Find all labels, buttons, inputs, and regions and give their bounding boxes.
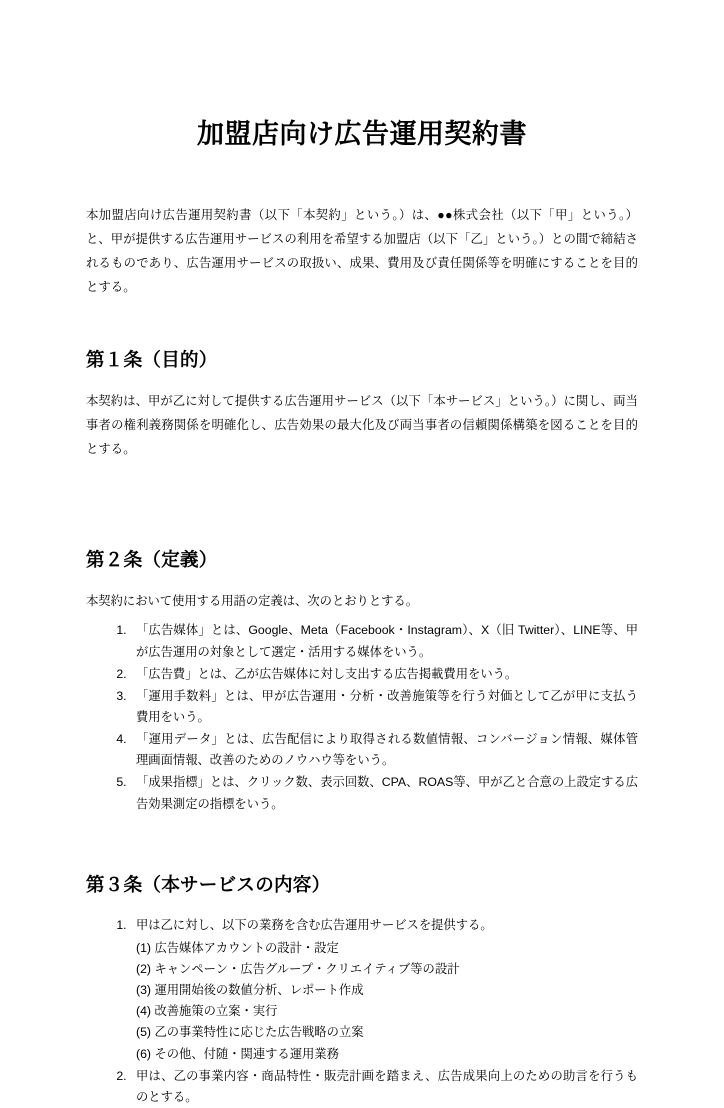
section-article-1 <box>86 346 638 462</box>
section-heading-article-3: 第３条（本サービスの内容） <box>86 873 331 895</box>
list-item: 5. 「成果指標」とは、クリック数、表示回数、CPA、ROAS等、甲が乙と合意の上設定する広告効果測定の指標をいう。 <box>130 772 638 814</box>
service-content-list <box>86 915 638 1108</box>
page-title: 加盟店向け広告運用契約書 <box>197 119 527 149</box>
list-item: 2. 「広告費」とは、乙が広告媒体に対し支出する広告掲載費用をいう。 <box>130 664 638 685</box>
section-article-3 <box>86 871 638 1108</box>
section-heading-article-1: 第１条（目的） <box>86 349 218 371</box>
sub-line: (5) 乙の事業特性に応じた広告戦略の立案 <box>136 1025 364 1040</box>
sub-line: (4) 改善施策の立案・実行 <box>136 1004 278 1019</box>
list-item-text: 甲は乙に対し、以下の業務を含む広告運用サービスを提供する。 <box>136 917 493 932</box>
list-item-text: 甲は、乙の事業内容・商品特性・販売計画を踏まえ、広告成果向上のための助言を行うものとする。 <box>136 1068 638 1104</box>
sub-line: (3) 運用開始後の数値分析、レポート作成 <box>136 983 364 998</box>
sub-line: (2) キャンペーン・広告グループ・クリエイティブ等の設計 <box>136 961 460 976</box>
list-item: 3. 「運用手数料」とは、甲が広告運用・分析・改善施策等を行う対価として乙が甲に支払う費用をいう。 <box>130 686 638 728</box>
sub-line: (1) 広告媒体アカウントの設計・設定 <box>136 940 339 955</box>
section-body-article-1: 本契約は、甲が乙に対して提供する広告運用サービス（以下「本サービス」という。）に関し、両当事者の権利義務関係を明確化し、広告効果の最大化及び両当事者の信頼関係構築を図ることを目的とする。 <box>86 394 638 457</box>
preamble-paragraph: 本加盟店向け広告運用契約書（以下「本契約」という。）は、●●株式会社（以下「甲」という。）と、甲が提供する広告運用サービスの利用を希望する加盟店（以下「乙」という。）との間で締結されるものであり、広告運用サービスの取扱い、成果、費用及び責任関係等を明確にすることを目的とする。 <box>86 208 638 295</box>
list-item: 4. 「運用データ」とは、広告配信により取得される数値情報、コンバージョン情報、媒体管理画面情報、改善のためのノウハウ等をいう。 <box>130 729 638 771</box>
spacer-1 <box>86 474 638 500</box>
section-heading-article-2: 第２条（定義） <box>86 549 218 571</box>
sub-line-group <box>136 938 638 1065</box>
section-intro-article-2: 本契約において使用する用語の定義は、次のとおりとする。 <box>86 594 419 609</box>
definition-list <box>86 620 638 814</box>
list-item: 1. 「広告媒体」とは、Google、Meta（Facebook・Instagram）、X（旧 Twitter）、LINE等、甲が広告運用の対象として選定・活用する媒体をいう。 <box>130 620 638 662</box>
list-item <box>130 1066 638 1108</box>
list-item <box>130 915 638 1065</box>
sub-line: (6) その他、付随・関連する運用業務 <box>136 1046 339 1061</box>
section-article-2 <box>86 546 638 814</box>
